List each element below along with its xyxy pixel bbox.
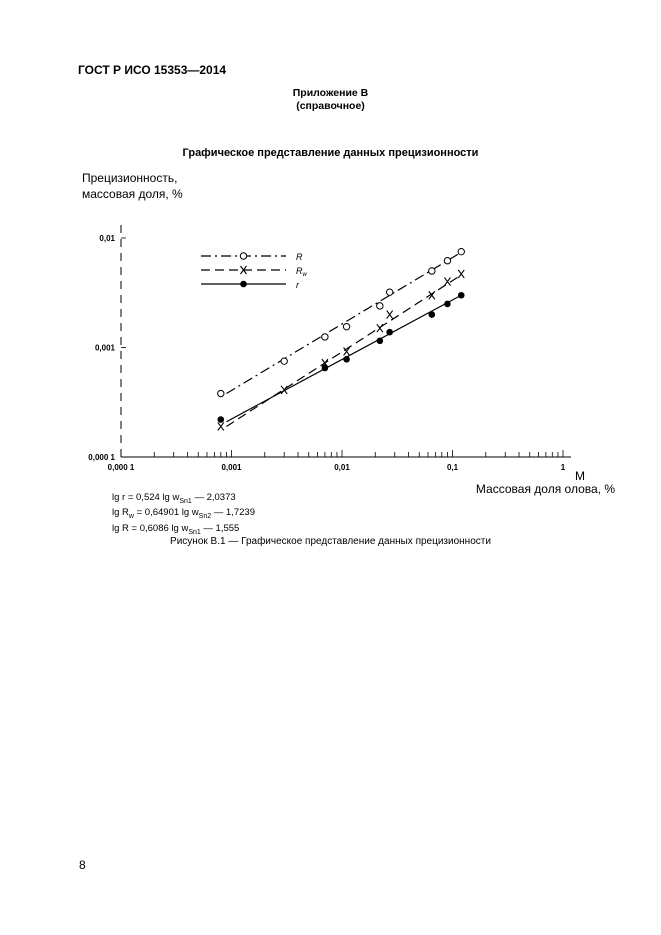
- data-point-series-3: [458, 292, 465, 299]
- data-point-series-1: [218, 390, 224, 396]
- data-point-series-3: [386, 329, 393, 336]
- data-point-series-2: [377, 324, 383, 332]
- data-point-series-3: [377, 338, 384, 345]
- x-tick-label: 0,000 1: [107, 463, 135, 472]
- data-point-series-1: [444, 258, 450, 264]
- data-point-series-3: [217, 416, 224, 423]
- x-tick-label: 0,001: [221, 463, 242, 472]
- data-point-series-1: [343, 323, 349, 329]
- fit-line-2: [226, 275, 461, 427]
- y-label-line-1: Прецизионность,: [82, 171, 178, 185]
- precision-chart: [60, 220, 620, 500]
- x-tick-label: 1: [560, 463, 566, 472]
- data-point-series-1: [377, 303, 383, 309]
- y-label-line-2: массовая доля, %: [82, 187, 183, 201]
- y-tick-label: 0,01: [99, 234, 115, 243]
- annex-line-2: (справочное): [296, 100, 365, 112]
- chart-axes: [88, 225, 571, 472]
- figure-caption: Рисунок В.1 — Графическое представление данных прецизионности: [170, 536, 491, 547]
- data-point-series-1: [429, 268, 435, 274]
- data-point-series-3: [322, 365, 329, 372]
- formula-R: lg R = 0,6086 $\lg w_{Sn1}$ — 1,555: [112, 522, 240, 536]
- chart-x-axis-label: Массовая доля олова, %: [475, 482, 615, 496]
- annex-line-1: Приложение В: [292, 87, 369, 99]
- y-tick-label: 0,000 1: [88, 453, 115, 462]
- legend-label-r: r: [296, 280, 299, 290]
- data-point-series-2: [444, 278, 450, 286]
- data-point-series-1: [281, 358, 287, 364]
- x-axis-extra-label: M: [575, 469, 585, 483]
- data-point-series-3: [429, 311, 436, 318]
- page-number: 8: [79, 858, 86, 872]
- legend-marker-1: [240, 253, 246, 259]
- fit-lines: [226, 252, 461, 426]
- data-point-series-1: [458, 248, 464, 254]
- data-point-series-3: [444, 301, 451, 308]
- legend-marker-3: [240, 281, 247, 288]
- data-point-series-1: [322, 334, 328, 340]
- section-title: Графическое представление данных прецизионности: [182, 147, 479, 159]
- regression-formulas: [112, 492, 255, 538]
- formula-rw: $\lg R_w = 0,64901$ $\lg w_{Sn2}$ — 1,7239: [112, 507, 255, 521]
- document-header: ГОСТ Р ИСО 15353—2014: [78, 63, 227, 77]
- data-point-series-2: [458, 270, 464, 278]
- data-point-series-2: [387, 311, 393, 319]
- legend-label-R: R: [296, 252, 303, 262]
- legend-label-Rw: $R_w$: [296, 266, 307, 278]
- data-point-series-2: [218, 422, 224, 430]
- data-point-series-1: [386, 289, 392, 295]
- x-tick-label: 0,1: [446, 463, 459, 472]
- data-markers: [217, 248, 464, 430]
- annex-title: [0, 87, 661, 113]
- chart-legend: [201, 252, 308, 290]
- data-point-series-3: [343, 356, 350, 363]
- y-tick-label: 0,001: [94, 343, 115, 353]
- chart-y-axis-label: [82, 170, 183, 202]
- x-tick-label: 0,01: [334, 463, 350, 472]
- formula-r: lg r = 0,524 $\lg w_{Sn1}$ — 2,0373: [112, 492, 236, 505]
- fit-line-1: [226, 252, 461, 393]
